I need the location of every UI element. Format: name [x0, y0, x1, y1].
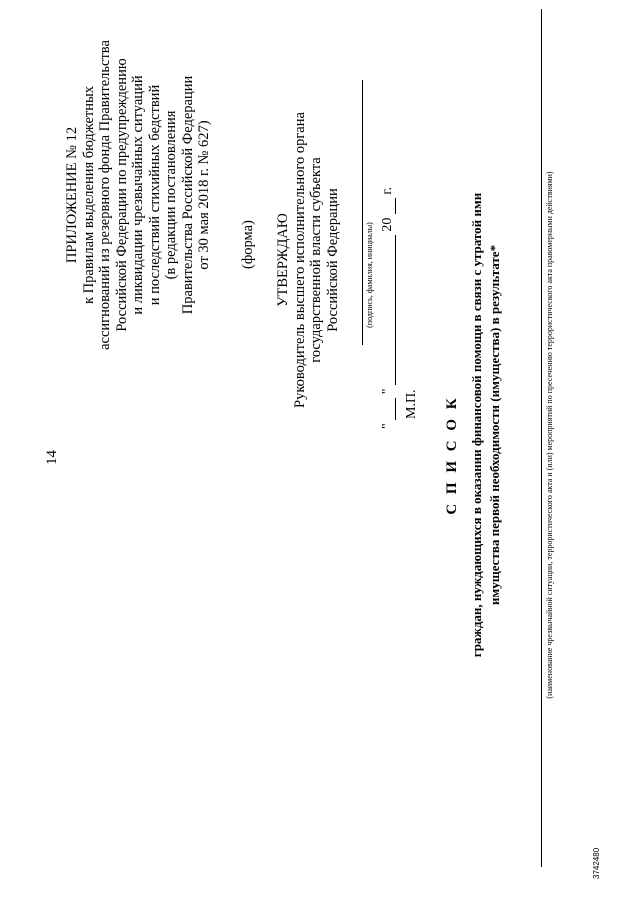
appendix-block	[64, 25, 213, 365]
date-month-blank	[381, 235, 396, 385]
stamp-placeholder: М.П.	[404, 389, 419, 419]
appendix-line: Российской Федерации по предупреждению	[113, 58, 130, 332]
date-year-suffix: г.	[380, 186, 395, 195]
appendix-line: ПРИЛОЖЕНИЕ № 12	[64, 126, 80, 264]
subtitle-line: граждан, нуждающихся в оказании финансовой помощи в связи с утратой ими	[469, 192, 484, 658]
approval-line: Российской Федерации	[324, 188, 341, 332]
appendix-line: ассигнований из резервного фонда Правительства	[97, 40, 113, 350]
appendix-line: и последствий стихийных бедствий	[146, 84, 163, 306]
date-quote-open: "	[380, 423, 395, 429]
form-label: (форма)	[240, 220, 256, 269]
appendix-line: и ликвидации чрезвычайных ситуаций	[130, 75, 146, 315]
page-number: 14	[44, 450, 60, 465]
signature-caption: (подпись, фамилия, инициалы)	[365, 222, 374, 328]
appendix-line: к Правилам выделения бюджетных	[80, 86, 97, 304]
date-day-blank	[381, 398, 396, 420]
signature-line	[362, 80, 363, 345]
approval-heading: УТВЕРЖДАЮ	[275, 213, 291, 307]
appendix-line: Правительства Российской Федерации	[179, 75, 196, 315]
appendix-line: от 30 мая 2018 г. № 627)	[196, 120, 212, 270]
document-subtitle	[468, 125, 504, 725]
subtitle-line: имущества первой необходимости (имущества) в результате*	[487, 244, 502, 606]
footer-line	[541, 9, 542, 867]
approval-line: Руководитель высшего исполнительного органа	[291, 112, 308, 408]
date-quote-close: "	[380, 388, 395, 395]
approval-block	[275, 105, 341, 415]
date-year-blank	[381, 198, 396, 214]
document-id: 3742480	[592, 847, 601, 879]
appendix-line: (в редакции постановления	[163, 110, 179, 280]
footer-caption: (наименование чрезвычайной ситуации, террористического акта и (или) мероприятий по пресечению террористического акта правомерными действиями)	[545, 171, 554, 699]
document-title: С П И С О К	[444, 395, 460, 515]
approval-date	[380, 109, 396, 429]
approval-line: государственной власти субъекта	[308, 157, 324, 363]
date-year-prefix: 20	[380, 217, 395, 232]
